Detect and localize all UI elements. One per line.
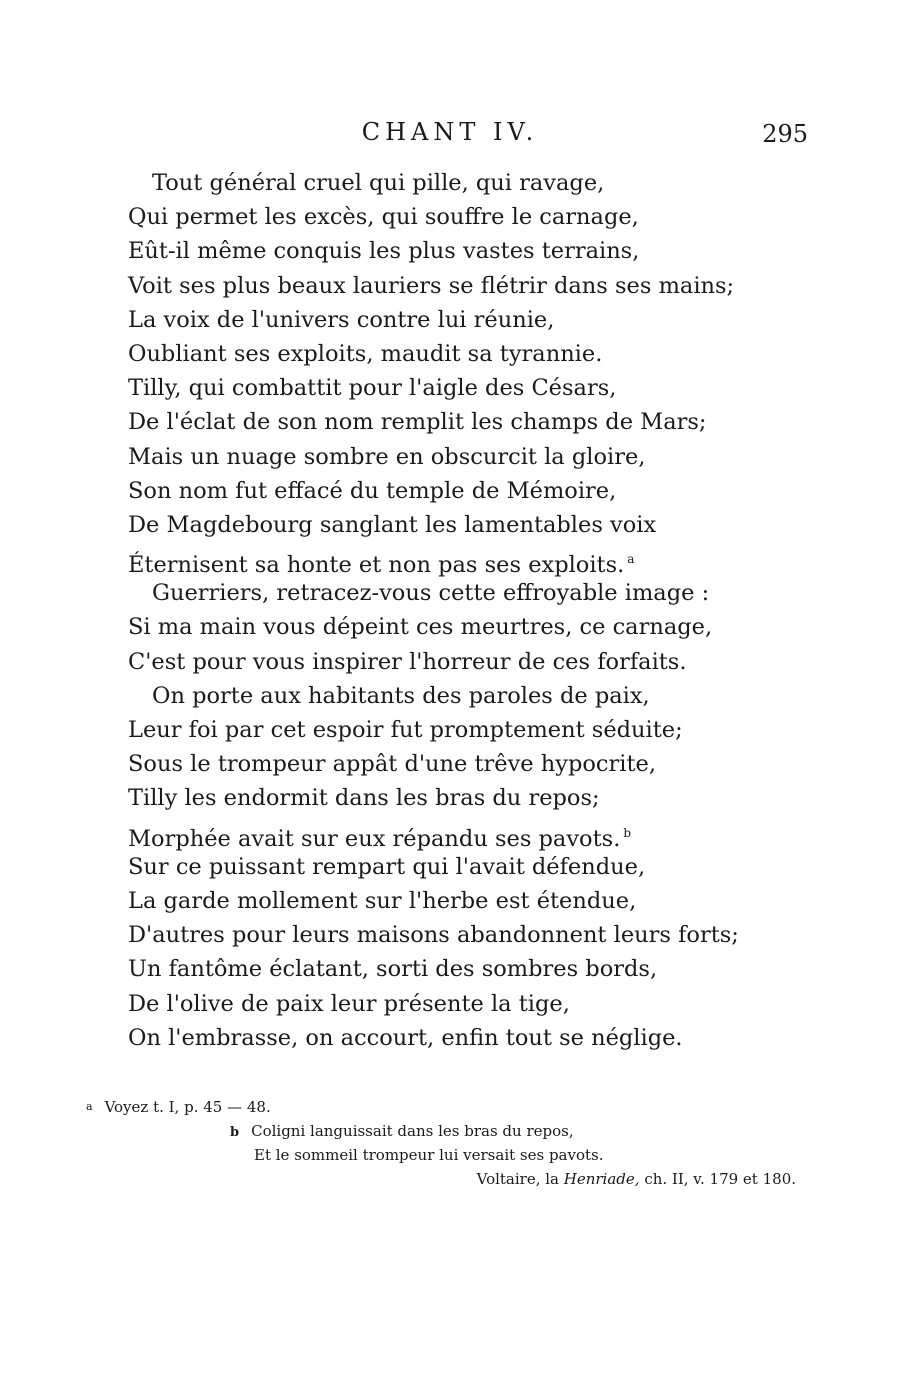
verse-line: De l'olive de paix leur présente la tige,: [128, 990, 570, 1017]
source-title: Henriade,: [563, 1170, 640, 1188]
footnote-b-line1: Coligni languissait dans les bras du repos,: [251, 1122, 574, 1140]
verse-line: Son nom fut effacé du temple de Mémoire,: [128, 477, 617, 504]
verse-line: Tout général cruel qui pille, qui ravage,: [152, 170, 605, 196]
verse-line: On porte aux habitants des paroles de paix,: [152, 682, 650, 709]
verse-line: Un fantôme éclatant, sorti des sombres bords,: [128, 956, 658, 983]
verse-line: Morphée avait sur eux répandu ses pavots. $^b$: [128, 825, 632, 852]
footnote-a-text: Voyez t. I, p. 45 — 48.: [104, 1098, 271, 1116]
verse-line: De l'éclat de son nom remplit les champs de Mars;: [128, 409, 707, 436]
verse-line: Oubliant ses exploits, maudit sa tyrannie.: [128, 340, 603, 367]
footnote-ref-b[interactable]: b: [623, 825, 632, 840]
verse-line: De Magdebourg sanglant les lamentables voix: [128, 511, 657, 538]
verse-line: Voit ses plus beaux lauriers se flétrir dans ses mains;: [128, 272, 735, 299]
source-prefix: Voltaire, la: [476, 1170, 564, 1188]
chapter-title: CHANT IV.: [361, 118, 539, 146]
verse-line: Leur foi par cet espoir fut promptement séduite;: [128, 717, 683, 743]
verse-line: Tilly les endormit dans les bras du repos;: [128, 785, 600, 812]
verse-line: C'est pour vous inspirer l'horreur de ces forfaits.: [128, 648, 687, 675]
verse-line: La voix de l'univers contre lui réunie,: [128, 306, 555, 333]
footnote-b: [230, 1122, 574, 1140]
verse-line: Qui permet les excès, qui souffre le carnage,: [128, 204, 639, 231]
poem-text: [128, 166, 768, 1055]
footnote-ref-a[interactable]: a: [627, 552, 635, 567]
verse-line: Tilly, qui combattit pour l'aigle des Césars,: [128, 375, 617, 402]
footnote-b-marker: b: [230, 1125, 240, 1140]
verse-line: Éternisent sa honte et non pas ses exploits. $^a$: [128, 552, 635, 579]
verse-line: Guerriers, retracez-vous cette effroyable image :: [152, 580, 710, 607]
footnote-b-source: [477, 1170, 796, 1188]
verse-line: La garde mollement sur l'herbe est étendue,: [128, 887, 637, 914]
footnote-b-line2: Et le sommeil trompeur lui versait ses pavots.: [254, 1146, 604, 1164]
source-suffix: ch. II, v. 179 et 180.: [639, 1170, 796, 1188]
verse-line: Si ma main vous dépeint ces meurtres, ce carnage,: [128, 614, 713, 641]
page-number: 295: [762, 120, 808, 148]
page-header: [0, 118, 900, 152]
footnote-a-marker: a: [86, 1100, 93, 1113]
verse-line: On l'embrasse, on accourt, enfin tout se néglige.: [128, 1024, 683, 1051]
verse-line: D'autres pour leurs maisons abandonnent leurs forts;: [128, 922, 739, 949]
footnote-a: [86, 1098, 271, 1116]
verse-line: Sur ce puissant rempart qui l'avait défendue,: [128, 853, 646, 880]
verse-line: Eût-il même conquis les plus vastes terrains,: [128, 238, 640, 265]
verse-line: Sous le trompeur appât d'une trêve hypocrite,: [128, 751, 656, 778]
verse-line: Mais un nuage sombre en obscurcit la gloire,: [128, 443, 646, 470]
